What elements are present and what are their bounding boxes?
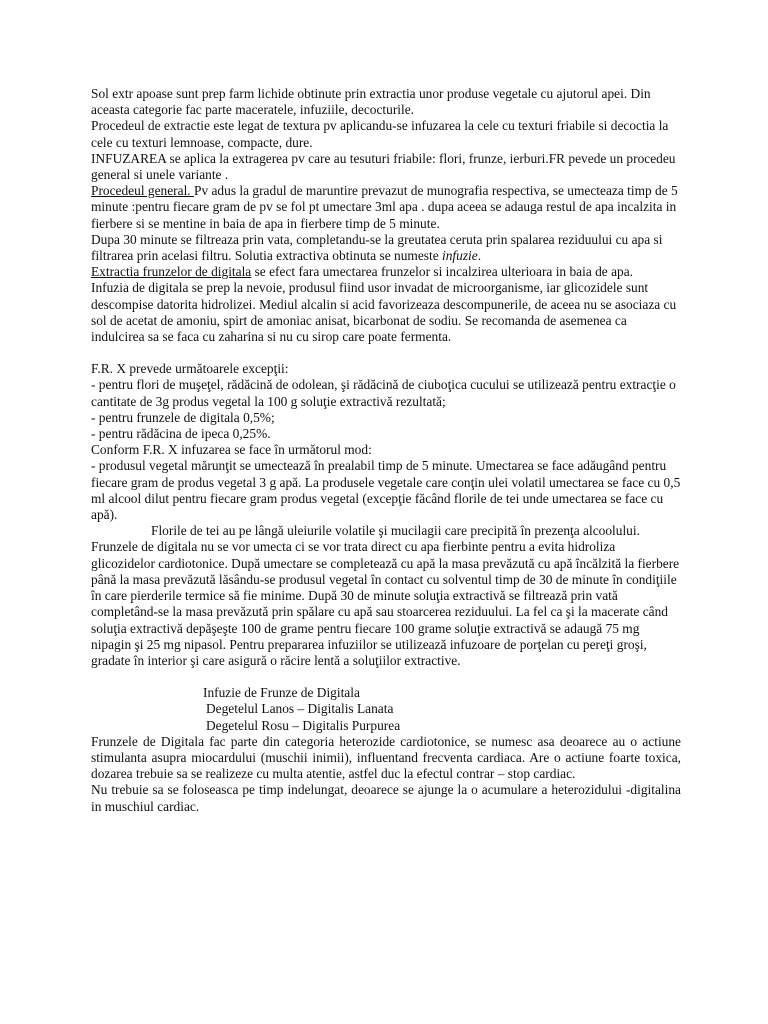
paragraph-digitala-infusion: Infuzia de digitala se prep la nevoie, produsul fiind usor invadat de microorganisme, iar glicozidele sunt descompise datorita hidrolizei. Mediul alcalin si acid favorizeaza descompunerile, de aceea nu se asociaza cu sol de acetat de amoniu, spirt de amoniac anisat, bicarbonat de sodiu. Se recomanda de asemenea ca indulcirea sa se faca cu zaharina si nu cu sirop care poate fermenta. <box>91 280 677 345</box>
digitala-extraction-text: se efect fara umectarea frunzelor si incalzirea ulterioara in baia de apa. <box>251 264 634 280</box>
spacer <box>91 669 681 685</box>
general-procedure-text: Pv adus la gradul de maruntire prevazut de munografia respectiva, se umecteaza timp de 5 minute :pentru fiecare gram de pv se fol pt umectare 3ml apa . dupa aceea se adauga restul de apa incalzita in fierbere si se mentine in baia de apa in fierbere timp de 5 minute. <box>91 183 678 231</box>
general-procedure-label: Procedeul general. <box>91 183 194 199</box>
paragraph-fr-exceptions: F.R. X prevede următoarele excepţii: <box>91 361 289 377</box>
spacer <box>91 345 681 361</box>
paragraph-intro: Sol extr apoase sunt prep farm lichide obtinute prin extractia unor produse vegetale cu ajutorul apei. Din aceasta categorie fac parte maceratele, infuziile, decocturile. <box>91 86 651 118</box>
title-digitalis-purpurea: Degetelul Rosu – Digitalis Purpurea <box>206 717 401 733</box>
paragraph-fr-method: Conform F.R. X infuzarea se face în următorul mod: <box>91 442 372 458</box>
paragraph-filtration <box>91 232 681 264</box>
paragraph-infuzarea: INFUZAREA se aplica la extragerea pv care au tesuturi friabile: flori, frunze, ierburi.FR pevede un procedeu general si unele variante . <box>91 150 676 183</box>
paragraph-general-procedure <box>91 183 681 232</box>
title-digitalis-lanata: Degetelul Lanos – Digitalis Lanata <box>206 701 394 717</box>
paragraph-tei-digitala: Florile de tei au pe lângă uleiurile volatile şi mucilagii care precipită în prezenţa alcoolului. Frunzele de digitala nu se vor umecta ci se vor trata direct cu apa fierbinte pentru a evita hidroliza glicozidelor cardiotonice. După umectare se completează cu apă la masa prevăzută cu apă încălzită la fierbere până la masa prevăzută lăsându-se produsul vegetal în contact cu solventul timp de 30 de minute în condiţiile în care pierderile termice să fie minime. După 30 de minute soluţia extractivă se filtrează prin vată completând-se la masa prevăzută prin spălare cu apă sau stoarcerea reziduului. La fel ca şi la macerate când soluţia extractivă depăşeşte 100 de grame pentru fiecare 100 grame soluţie extractivă se adaugă 75 mg nipagin şi 25 mg nipasol. Pentru prepararea infuziilor se utilizează infuzoare de porţelan cu pereţi groşi, gradate în interior şi care asigură o răcire lentă a soluţiilor extractive. <box>91 523 680 668</box>
digitala-extraction-label: Extractia frunzelor de digitala <box>91 264 252 280</box>
filtration-end: . <box>477 248 482 264</box>
paragraph-exception-flowers: - pentru flori de muşeţel, rădăcină de odolean, şi rădăcină de ciuboţica cucului se utilizează pentru extracţie o cantitate de 3g produs vegetal la 100 g soluţie extractivă rezultată; <box>91 377 676 409</box>
document-page <box>91 86 681 815</box>
filtration-text: Dupa 30 minute se filtreaza prin vata, completandu-se la greutatea ceruta prin spalarea reziduului cu apa si filtrarea prin acelasi filtru. Solutia extractiva obtinuta se numeste <box>91 231 663 264</box>
paragraph-digitala-extraction <box>91 264 681 280</box>
paragraph-extraction-procedure: Procedeul de extractie este legat de textura pv aplicandu-se infuzarea la cele cu texturi friabile si decoctia la cele cu texturi lemnoase, compacte, dure. <box>91 118 669 150</box>
paragraph-exception-digitala: - pentru frunzele de digitala 0,5%; <box>91 409 275 425</box>
infuzie-term: infuzie <box>442 248 478 264</box>
paragraph-exception-ipeca: - pentru rădăcina de ipeca 0,25%. <box>91 426 271 442</box>
paragraph-digitala-warning: Nu trebuie sa se foloseasca pe timp indelungat, deoarece se ajunge la o acumulare a heterozidului -digitalina in muschiul cardiac. <box>91 782 681 814</box>
title-infuzie-digitala: Infuzie de Frunze de Digitala <box>203 685 360 701</box>
paragraph-method-steps: - produsul vegetal mărunţit se umectează în prealabil timp de 5 minute. Umectarea se face adăugând pentru fiecare gram de produs vegetal 3 g apă. La produsele vegetale care conţin ulei volatil umectarea se face cu 0,5 ml alcool dilut pentru fiecare gram produs vegetal (excepţie făcând florile de tei unde umectarea se face cu apă). <box>91 458 681 523</box>
paragraph-digitala-description: Frunzele de Digitala fac parte din categoria heterozide cardiotonice, se numesc asa deoarece au o actiune stimulanta asupra miocardului (muschii inimii), influentand frecventa cardiaca. Are o actiune foarte toxica, dozarea trebuie sa se realizeze cu multa atentie, astfel duc la efectul contrar – stop cardiac. <box>91 733 681 782</box>
